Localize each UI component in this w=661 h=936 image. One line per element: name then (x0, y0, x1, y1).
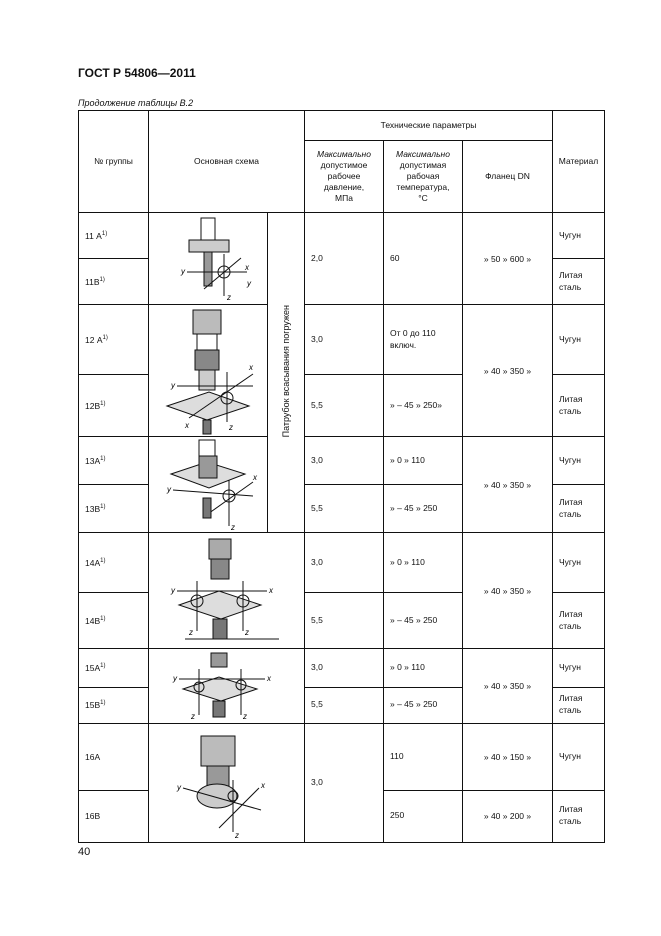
axis-label: z (235, 831, 239, 840)
table-caption: Продолжение таблицы В.2 (78, 98, 194, 108)
motor (201, 736, 235, 766)
pressure-cell: 3,0 (305, 649, 384, 688)
header-tech-params: Технические параметры (305, 111, 553, 141)
motor (193, 310, 221, 334)
axis-label: x (185, 420, 189, 430)
temperature-cell: » – 45 » 250 (384, 593, 463, 649)
group-cell: $13А^{1)}$ (79, 437, 149, 485)
motor (209, 539, 231, 559)
axis-label: x (249, 362, 253, 372)
temperature-cell: 250 (384, 790, 463, 842)
axis-label: y (171, 585, 175, 595)
axis-label: y (181, 266, 185, 276)
base-plate (167, 392, 249, 420)
temperature-cell: » – 45 » 250 (384, 687, 463, 724)
pressure-cell: 5,5 (305, 485, 384, 533)
pressure-cell: 5,5 (305, 687, 384, 724)
pressure-cell: 3,0 (305, 533, 384, 593)
document-title: ГОСТ Р 54806—2011 (78, 66, 196, 80)
axis-label: z (243, 712, 247, 721)
temperature-cell: 60 (384, 213, 463, 305)
axis-label: y (167, 484, 171, 494)
pressure-cell: 3,0 (305, 724, 384, 843)
axis-label: z (191, 712, 195, 721)
axis-label: z (245, 627, 249, 637)
axis-label: z (231, 522, 235, 532)
flange-cell: » 40 » 200 » (463, 790, 553, 842)
axis-label: y (247, 278, 251, 288)
temperature-cell: » – 45 » 250 (384, 485, 463, 533)
pressure-cell: 5,5 (305, 593, 384, 649)
material-cell: Чугун (553, 213, 605, 259)
pump-plate (189, 240, 229, 252)
temperature-cell: » 0 » 110 (384, 649, 463, 688)
scheme-15 (149, 649, 305, 724)
flange-cell: » 40 » 350 » (463, 649, 553, 724)
axis-label: z (189, 627, 193, 637)
flange-cell: » 40 » 350 » (463, 533, 553, 649)
flange-cell: » 50 » 600 » (463, 213, 553, 305)
group-cell: $11В^{1)}$ (79, 259, 149, 305)
base-plate (179, 591, 261, 619)
scheme-11 (149, 213, 268, 305)
material-cell: Литая сталь (553, 593, 605, 649)
vertical-label: Патрубок всасывания погружен (281, 305, 291, 438)
axis-label: y (171, 380, 175, 390)
header-scheme: Основная схема (149, 111, 305, 213)
pressure-cell: 2,0 (305, 213, 384, 305)
group-cell: 12 $А^{1)}$ (79, 305, 149, 375)
header-material: Материал (553, 111, 605, 213)
group-cell: 16А (79, 724, 149, 791)
spec-table (78, 110, 605, 843)
flange-cell: » 40 » 350 » (463, 305, 553, 437)
pressure-cell: 3,0 (305, 437, 384, 485)
temperature-cell: От 0 до 110 включ. (384, 305, 463, 375)
axis-label: y (173, 674, 177, 683)
material-cell: Литая сталь (553, 375, 605, 437)
scheme-16 (149, 724, 305, 843)
header-temperature: Максимально допустимая рабочая температура, °С (384, 141, 463, 213)
material-cell: Литая сталь (553, 485, 605, 533)
pressure-cell: 3,0 (305, 305, 384, 375)
material-cell: Чугун (553, 305, 605, 375)
group-cell: $12В^{1)}$ (79, 375, 149, 437)
group-cell: $13В^{1)}$ (79, 485, 149, 533)
material-cell: Литая сталь (553, 687, 605, 724)
vertical-label-cell (268, 213, 305, 533)
group-cell: $15А^{1)}$ (79, 649, 149, 688)
group-cell: 11 $А^{1)}$ (79, 213, 149, 259)
group-cell: $15В^{1)}$ (79, 687, 149, 724)
scheme-12 (149, 305, 268, 437)
pump-casing (197, 784, 237, 808)
group-cell: 16В (79, 790, 149, 842)
material-cell: Чугун (553, 533, 605, 593)
material-cell: Литая сталь (553, 259, 605, 305)
pump-shaft (201, 218, 215, 240)
axis-label: x (245, 262, 249, 272)
group-cell: $14В^{1)}$ (79, 593, 149, 649)
flange-cell: » 40 » 350 » (463, 437, 553, 533)
axis-label: x (269, 585, 273, 595)
axis-label: x (261, 781, 265, 790)
header-flange: Фланец DN (463, 141, 553, 213)
material-cell: Чугун (553, 649, 605, 688)
header-pressure: Максимально допустимое рабочее давление, МПа (305, 141, 384, 213)
material-cell: Чугун (553, 437, 605, 485)
axis-label: x (267, 674, 271, 683)
axis-label: x (253, 472, 257, 482)
material-cell: Литая сталь (553, 790, 605, 842)
material-cell: Чугун (553, 724, 605, 791)
pressure-cell: 5,5 (305, 375, 384, 437)
axis-label: z (227, 292, 231, 302)
scheme-13 (149, 437, 268, 533)
page-number: 40 (78, 846, 91, 858)
axis-label: y (177, 783, 181, 792)
flange-cell: » 40 » 150 » (463, 724, 553, 791)
temperature-cell: 110 (384, 724, 463, 791)
temperature-cell: » 0 » 110 (384, 437, 463, 485)
temperature-cell: » – 45 » 250» (384, 375, 463, 437)
axis-label: z (229, 422, 233, 432)
group-cell: $14А^{1)}$ (79, 533, 149, 593)
header-group: № группы (79, 111, 149, 213)
scheme-14 (149, 533, 305, 649)
temperature-cell: » 0 » 110 (384, 533, 463, 593)
